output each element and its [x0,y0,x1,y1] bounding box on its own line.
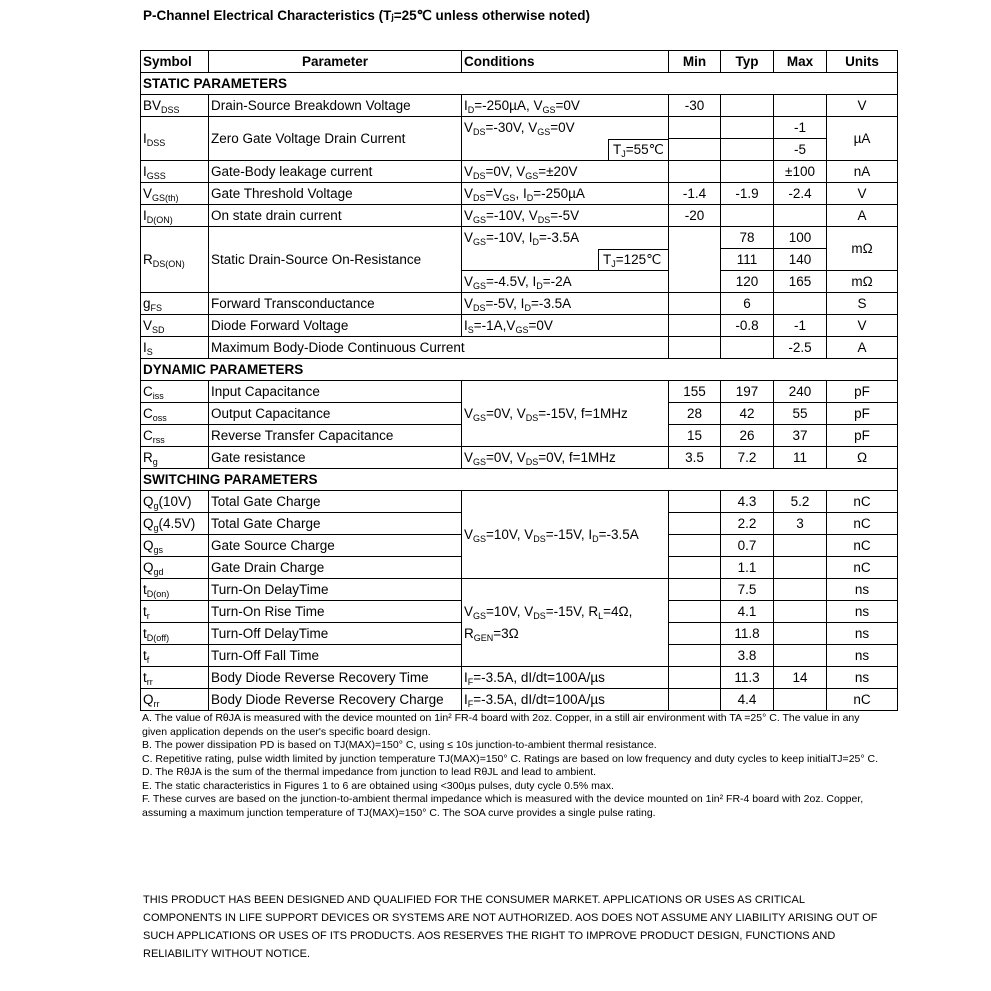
parameter-cell: Input Capacitance [209,381,462,403]
condition-cell: $V_{GS}=0V$, $V_{DS}=-15V$, f=1MHz [462,381,669,447]
typ-cell: 4.1 [721,601,774,623]
footnote-f: F. These curves are based on the junction-to-ambient thermal impedance which is measured with the device mounted on 1in² FR-4 board with 2oz. Copper, assuming a maximum junction temperature of TJ(MAX)=150° C. The SOA curve provides a single pulse rating. [142,793,864,819]
table-row [141,667,898,689]
condition-cell: $V_{DS}=-30V$, $V_{GS}=0V$ [462,117,669,139]
parameter-cell: Turn-On Rise Time [209,601,462,623]
min-cell: 155 [669,381,721,403]
min-cell [669,293,721,315]
condition-cell: $V_{GS}=-10V$, $I_D=-3.5A$ [462,227,669,249]
table-row [141,315,898,337]
typ-cell: 42 [721,403,774,425]
units-cell: ns [827,667,898,689]
table-row [141,337,898,359]
symbol-cell: $C_{oss}$ [141,403,209,425]
units-cell: nC [827,557,898,579]
parameter-cell: Gate resistance [209,447,462,469]
typ-cell [721,139,774,161]
max-cell [774,95,827,117]
condition-cell: $T_J=125℃$ [462,249,669,271]
table-row [141,491,898,513]
symbol-cell: $Q_{gs}$ [141,535,209,557]
parameter-cell: Body Diode Reverse Recovery Time [209,667,462,689]
max-cell: 14 [774,667,827,689]
symbol-cell: $V_{GS(th)}$ [141,183,209,205]
units-cell: A [827,205,898,227]
min-cell [669,227,721,293]
min-cell [669,579,721,601]
typ-cell: 11.8 [721,623,774,645]
units-cell: µA [827,117,898,161]
min-cell [669,139,721,161]
header-typ: Typ [721,51,774,73]
table-row [141,381,898,403]
table-row [141,579,898,601]
symbol-cell: $I_{GSS}$ [141,161,209,183]
units-cell: ns [827,623,898,645]
parameter-cell: Gate Drain Charge [209,557,462,579]
units-cell: ns [827,601,898,623]
min-cell [669,513,721,535]
footnote-e: E. The static characteristics in Figures 1 to 6 are obtained using <300µs pulses, duty cycle 0.5% max. [142,779,614,792]
parameter-cell: On state drain current [209,205,462,227]
max-cell [774,601,827,623]
condition-cell: $V_{DS}=V_{GS}$, $I_D=-250\mu A$ [462,183,669,205]
parameter-cell: Maximum Body-Diode Continuous Current [209,337,669,359]
parameter-cell: Turn-On DelayTime [209,579,462,601]
typ-cell: 11.3 [721,667,774,689]
table-row [141,161,898,183]
table-row [141,689,898,711]
symbol-cell: $C_{rss}$ [141,425,209,447]
parameter-cell: Gate Threshold Voltage [209,183,462,205]
condition-cell: $V_{GS}=-4.5V$, $I_D=-2A$ [462,271,669,293]
header-symbol: Symbol [141,51,209,73]
table-row [141,117,898,139]
parameter-cell: Output Capacitance [209,403,462,425]
footnote-c: C. Repetitive rating, pulse width limited by junction temperature TJ(MAX)=150° C. Ratings are based on low frequency and duty cycles to keep initialTJ=25° C. [142,752,878,765]
typ-cell: 4.3 [721,491,774,513]
condition-cell: $V_{GS}=0V$, $V_{DS}=0V$, f=1MHz [462,447,669,469]
units-cell: nC [827,513,898,535]
max-cell: 55 [774,403,827,425]
symbol-cell: $I_{DSS}$ [141,117,209,161]
symbol-cell: $t_r$ [141,601,209,623]
min-cell: -20 [669,205,721,227]
units-cell: nC [827,689,898,711]
min-cell: 15 [669,425,721,447]
typ-cell [721,117,774,139]
header-min: Min [669,51,721,73]
units-cell: ns [827,579,898,601]
typ-cell: 197 [721,381,774,403]
table-row [141,293,898,315]
min-cell: 28 [669,403,721,425]
table-row [141,205,898,227]
units-cell: nA [827,161,898,183]
typ-cell [721,95,774,117]
table-row [141,183,898,205]
min-cell [669,557,721,579]
symbol-cell: $BV_{DSS}$ [141,95,209,117]
max-cell [774,689,827,711]
typ-cell: 7.5 [721,579,774,601]
parameter-cell: Total Gate Charge [209,491,462,513]
max-cell [774,293,827,315]
min-cell: -1.4 [669,183,721,205]
max-cell: 140 [774,249,827,271]
typ-cell: 6 [721,293,774,315]
typ-cell: -0.8 [721,315,774,337]
table-row [141,447,898,469]
typ-cell: 78 [721,227,774,249]
condition-cell: $V_{GS}=10V$, $V_{DS}=-15V$, $I_D=-3.5A$ [462,491,669,579]
page-title: P-Channel Electrical Characteristics (Tⱼ=25℃ unless otherwise noted) [143,8,591,23]
typ-cell: 2.2 [721,513,774,535]
symbol-cell: $V_{SD}$ [141,315,209,337]
section-row-dynamic [141,359,898,381]
section-row-static [141,73,898,95]
parameter-cell: Total Gate Charge [209,513,462,535]
parameter-cell: Reverse Transfer Capacitance [209,425,462,447]
max-cell: -1 [774,117,827,139]
header-units: Units [827,51,898,73]
max-cell: 11 [774,447,827,469]
units-cell: pF [827,425,898,447]
max-cell: -2.5 [774,337,827,359]
section-dynamic: DYNAMIC PARAMETERS [141,359,898,381]
max-cell: 37 [774,425,827,447]
units-cell: mΩ [827,271,898,293]
min-cell [669,337,721,359]
condition-cell: $V_{DS}=-5V$, $I_D=-3.5A$ [462,293,669,315]
units-cell: V [827,95,898,117]
max-cell: -5 [774,139,827,161]
section-static: STATIC PARAMETERS [141,73,898,95]
symbol-cell: $Q_{gd}$ [141,557,209,579]
symbol-cell: $R_{DS(ON)}$ [141,227,209,293]
parameter-cell: Turn-Off DelayTime [209,623,462,645]
min-cell [669,689,721,711]
parameter-cell: Static Drain-Source On-Resistance [209,227,462,293]
max-cell [774,535,827,557]
parameter-cell: Drain-Source Breakdown Voltage [209,95,462,117]
condition-cell: $I_D=-250\mu A$, $V_{GS}=0V$ [462,95,669,117]
min-cell [669,667,721,689]
units-cell: ns [827,645,898,667]
min-cell [669,645,721,667]
typ-cell: 0.7 [721,535,774,557]
symbol-cell: $Q_g(4.5V)$ [141,513,209,535]
header-row [141,51,898,73]
units-cell: A [827,337,898,359]
symbol-cell: $I_S$ [141,337,209,359]
typ-cell: 120 [721,271,774,293]
parameter-cell: Zero Gate Voltage Drain Current [209,117,462,161]
max-cell: 3 [774,513,827,535]
max-cell [774,579,827,601]
units-cell: Ω [827,447,898,469]
max-cell: 240 [774,381,827,403]
condition-cell: $T_J=55℃$ [462,139,669,161]
max-cell: 165 [774,271,827,293]
symbol-cell: $t_{D(on)}$ [141,579,209,601]
max-cell: ±100 [774,161,827,183]
footnote-b: B. The power dissipation PD is based on TJ(MAX)=150° C, using ≤ 10s junction-to-ambient thermal resistance. [142,739,657,751]
parameter-cell: Gate Source Charge [209,535,462,557]
symbol-cell: $I_{D(ON)}$ [141,205,209,227]
min-cell [669,491,721,513]
parameter-cell: Body Diode Reverse Recovery Charge [209,689,462,711]
units-cell: S [827,293,898,315]
min-cell [669,161,721,183]
symbol-cell: $g_{FS}$ [141,293,209,315]
min-cell [669,535,721,557]
typ-cell [721,337,774,359]
parameter-cell: Turn-Off Fall Time [209,645,462,667]
symbol-cell: $Q_g(10V)$ [141,491,209,513]
symbol-cell: $Q_{rr}$ [141,689,209,711]
max-cell: 100 [774,227,827,249]
max-cell: -2.4 [774,183,827,205]
symbol-cell: $R_g$ [141,447,209,469]
typ-cell: 7.2 [721,447,774,469]
footnotes [142,712,882,820]
min-cell [669,117,721,139]
section-switching: SWITCHING PARAMETERS [141,469,898,491]
max-cell: -1 [774,315,827,337]
condition-cell: $V_{GS}=10V$, $V_{DS}=-15V$, $R_L=4\Omega$, $R_{GEN}=3\Omega$ [462,579,669,667]
max-cell [774,623,827,645]
table-row [141,95,898,117]
units-cell: V [827,183,898,205]
condition-cell: $V_{GS}=-10V$, $V_{DS}=-5V$ [462,205,669,227]
min-cell [669,623,721,645]
typ-cell: 3.8 [721,645,774,667]
typ-cell [721,161,774,183]
symbol-cell: $t_{D(off)}$ [141,623,209,645]
units-cell: nC [827,535,898,557]
disclaimer: THIS PRODUCT HAS BEEN DESIGNED AND QUALIFIED FOR THE CONSUMER MARKET. APPLICATIONS OR USES AS CRITICAL COMPONENTS IN LIFE SUPPORT DEVICES OR SYSTEMS ARE NOT AUTHORIZED. AOS DOES NOT ASSUME ANY LIABILITY ARISING OUT OF SUCH APPLICATIONS OR USES OF ITS PRODUCTS. AOS RESERVES THE RIGHT TO IMPROVE PRODUCT DESIGN, FUNCTIONS AND RELIABILITY WITHOUT NOTICE. [143,894,878,960]
parameter-cell: Diode Forward Voltage [209,315,462,337]
max-cell: 5.2 [774,491,827,513]
condition-cell: $I_F=-3.5A$, dI/dt=100A/µs [462,689,669,711]
max-cell [774,205,827,227]
header-conditions: Conditions [462,51,669,73]
min-cell [669,601,721,623]
section-row-switching [141,469,898,491]
typ-cell: 26 [721,425,774,447]
min-cell: -30 [669,95,721,117]
max-cell [774,645,827,667]
typ-cell: 111 [721,249,774,271]
header-max: Max [774,51,827,73]
electrical-characteristics-table [140,50,898,711]
parameter-cell: Forward Transconductance [209,293,462,315]
units-cell: pF [827,381,898,403]
typ-cell: 1.1 [721,557,774,579]
condition-cell: $V_{DS}=0V$, $V_{GS}=\pm 20V$ [462,161,669,183]
units-cell: mΩ [827,227,898,271]
footnote-d: D. The RθJA is the sum of the thermal impedance from junction to lead RθJL and lead to ambient. [142,766,597,778]
symbol-cell: $t_f$ [141,645,209,667]
typ-cell: -1.9 [721,183,774,205]
units-cell: nC [827,491,898,513]
units-cell: pF [827,403,898,425]
header-parameter: Parameter [209,51,462,73]
footnote-a: A. The value of RθJA is measured with the device mounted on 1in² FR-4 board with 2oz. Copper, in a still air environment with TA =25° C. The value in any given application depends on the user's specific board design. [142,712,860,738]
symbol-cell: $t_{rr}$ [141,667,209,689]
max-cell [774,557,827,579]
units-cell: V [827,315,898,337]
min-cell: 3.5 [669,447,721,469]
typ-cell: 4.4 [721,689,774,711]
parameter-cell: Gate-Body leakage current [209,161,462,183]
min-cell [669,315,721,337]
symbol-cell: $C_{iss}$ [141,381,209,403]
condition-cell: $I_S=-1A,V_{GS}=0V$ [462,315,669,337]
table-row [141,227,898,249]
condition-cell: $I_F=-3.5A$, dI/dt=100A/µs [462,667,669,689]
typ-cell [721,205,774,227]
